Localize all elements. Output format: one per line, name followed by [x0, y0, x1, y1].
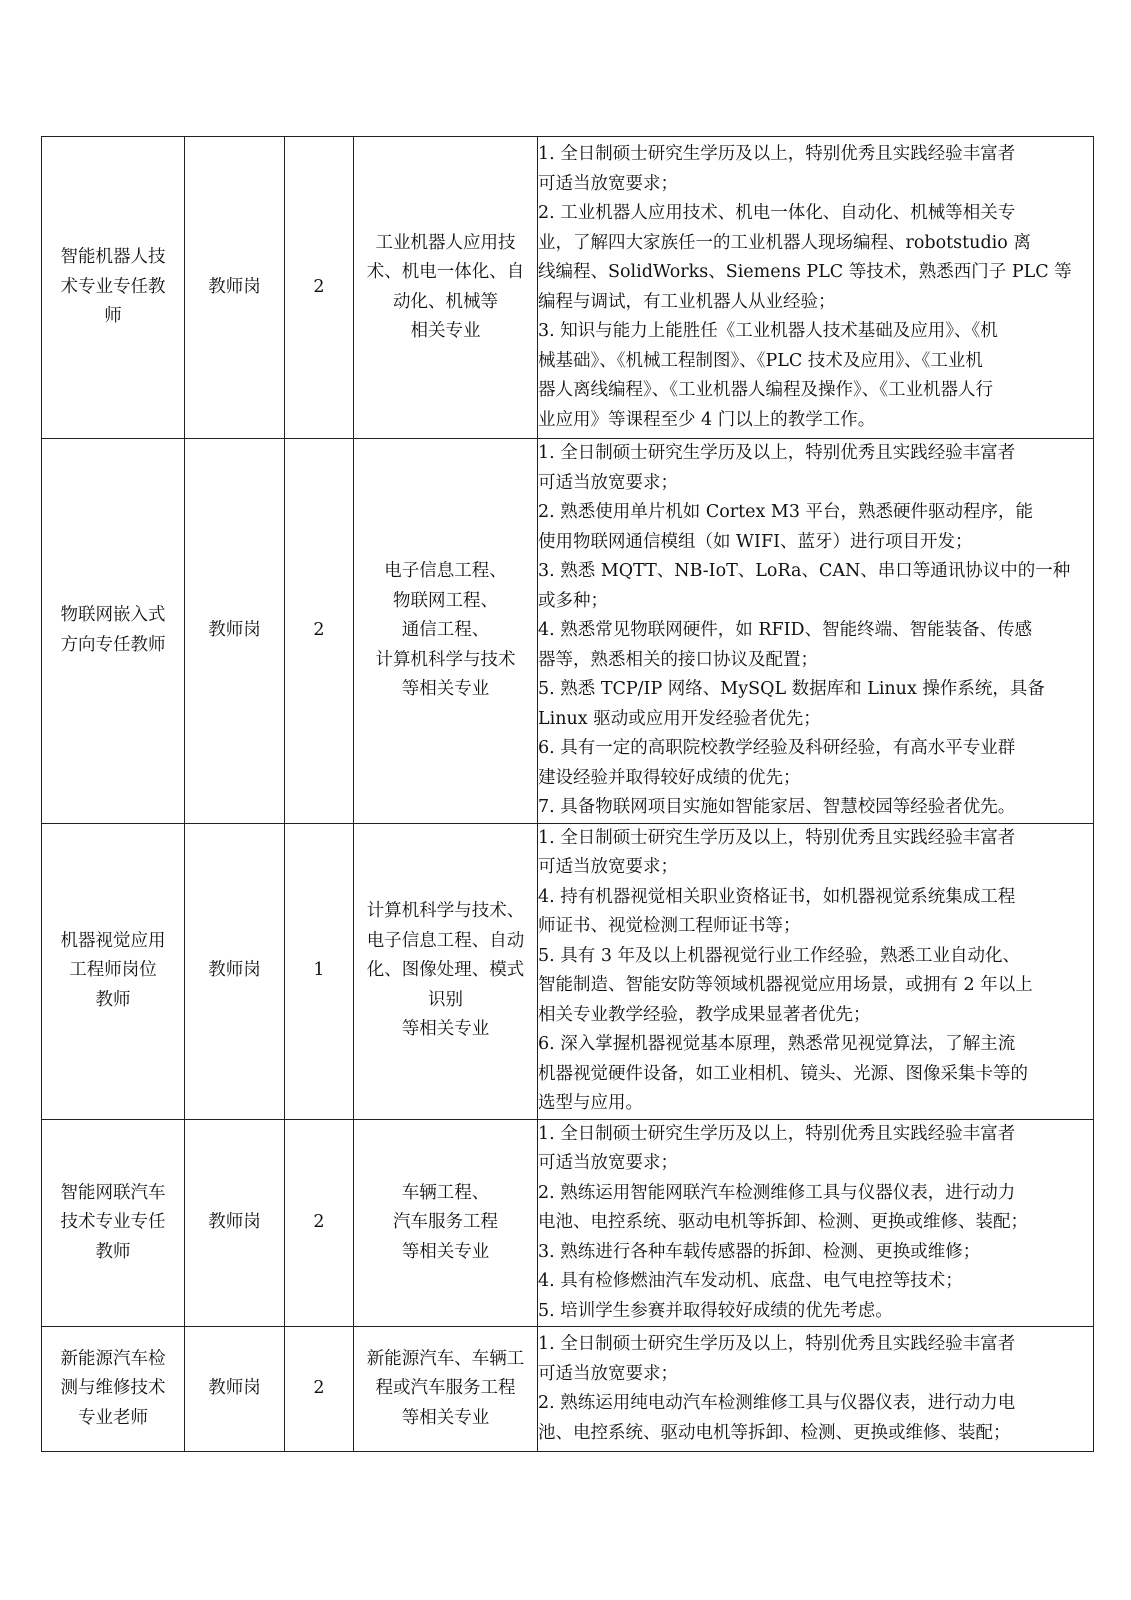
count-text: 2 — [313, 1378, 325, 1399]
position-line: 测与维修技术 — [60, 1378, 166, 1399]
category-text: 教师岗 — [208, 276, 261, 297]
category-text: 教师岗 — [208, 1212, 261, 1232]
count-text: 1 — [313, 960, 325, 981]
requirement-line: 5. 培训学生参赛并取得较好成绩的优先考虑。 — [538, 1300, 893, 1321]
requirement-line: 1. 全日制硕士研究生学历及以上，特别优秀且实践经验丰富者 — [538, 1334, 1016, 1354]
requirements-cell — [538, 823, 1094, 1119]
requirement-line: 6. 深入掌握机器视觉基本原理，熟悉常见视觉算法，了解主流 — [538, 1034, 1016, 1054]
requirement-line: 械基础》、《机械工程制图》、《PLC 技术及应用》、《工业机 — [538, 350, 983, 371]
table-row — [42, 823, 1094, 1119]
requirement-line: 可适当放宽要求； — [538, 472, 678, 493]
major-line: 物联网工程、 — [393, 590, 498, 611]
major-cell — [354, 137, 538, 439]
requirements-cell — [538, 1119, 1094, 1327]
table-row — [42, 1119, 1094, 1327]
major-line: 车辆工程、 — [401, 1182, 490, 1203]
major-line: 程或汽车服务工程 — [375, 1378, 516, 1399]
requirement-line: 器人离线编程》、《工业机器人编程及操作》、《工业机器人行 — [538, 380, 993, 400]
category-cell — [185, 1327, 285, 1452]
requirement-line: 2. 熟练运用智能网联汽车检测维修工具与仪器仪表，进行动力 — [538, 1182, 1016, 1203]
position-cell — [42, 823, 185, 1119]
position-line: 新能源汽车检 — [60, 1348, 166, 1369]
requirement-line: 线编程、SolidWorks、Siemens PLC 等技术，熟悉西门子 PLC 等 — [538, 262, 1072, 282]
major-cell — [354, 823, 538, 1119]
major-cell — [354, 1327, 538, 1452]
category-text: 教师岗 — [208, 620, 261, 640]
requirement-line: 4. 持有机器视觉相关职业资格证书，如机器视觉系统集成工程 — [538, 886, 1016, 907]
requirements-cell — [538, 439, 1094, 824]
category-cell — [185, 137, 285, 439]
requirement-line: 业，了解四大家族任一的工业机器人现场编程、robotstudio 离 — [538, 232, 1031, 253]
count-cell — [285, 1119, 354, 1327]
requirement-line: 使用物联网通信模组（如 WIFI、蓝牙）进行项目开发； — [538, 531, 973, 552]
requirement-line: 电池、电控系统、驱动电机等拆卸、检测、更换或维修、装配； — [538, 1212, 1028, 1232]
requirement-line: 选型与应用。 — [538, 1093, 643, 1113]
position-line: 方向专任教师 — [60, 634, 166, 655]
category-cell — [185, 439, 285, 824]
requirement-line: Linux 驱动或应用开发经验者优先； — [538, 708, 821, 729]
requirements-cell — [538, 137, 1094, 439]
requirement-line: 或多种； — [538, 590, 608, 611]
major-line: 电子信息工程、自动 — [366, 930, 525, 951]
major-cell — [354, 439, 538, 824]
table-row — [42, 439, 1094, 824]
requirement-line: 3. 知识与能力上能胜任《工业机器人技术基础及应用》、《机 — [538, 321, 998, 341]
position-line: 工程师岗位 — [69, 960, 157, 981]
recruitment-table — [41, 136, 1094, 1452]
major-line: 动化、机械等 — [393, 291, 498, 312]
count-cell — [285, 137, 354, 439]
major-line: 通信工程、 — [401, 620, 490, 640]
category-cell — [185, 823, 285, 1119]
table-body — [42, 137, 1094, 1452]
position-line: 专业老师 — [78, 1407, 148, 1428]
requirement-line: 5. 熟悉 TCP/IP 网络、MySQL 数据库和 Linux 操作系统，具备 — [538, 679, 1045, 699]
major-line: 等相关专业 — [401, 1407, 490, 1428]
position-line: 智能网联汽车 — [60, 1182, 166, 1203]
position-line: 术专业专任教 — [60, 276, 166, 297]
major-line: 等相关专业 — [401, 1241, 490, 1262]
major-line: 等相关专业 — [401, 679, 490, 699]
category-text: 教师岗 — [208, 960, 261, 981]
position-cell — [42, 1327, 185, 1452]
major-line: 计算机科学与技术 — [375, 649, 516, 670]
count-cell — [285, 823, 354, 1119]
requirement-line: 池、电控系统、驱动电机等拆卸、检测、更换或维修、装配； — [538, 1422, 1011, 1443]
requirement-line: 4. 具有检修燃油汽车发动机、底盘、电气电控等技术； — [538, 1271, 963, 1291]
requirement-line: 1. 全日制硕士研究生学历及以上，特别优秀且实践经验丰富者 — [538, 1123, 1016, 1144]
requirement-line: 业应用》等课程至少 4 门以上的教学工作。 — [538, 409, 876, 430]
major-line: 等相关专业 — [401, 1019, 490, 1040]
major-line: 电子信息工程、 — [384, 561, 507, 581]
requirement-line: 师证书、视觉检测工程师证书等； — [538, 916, 801, 936]
major-cell — [354, 1119, 538, 1327]
major-line: 汽车服务工程 — [393, 1212, 498, 1232]
requirement-line: 6. 具有一定的高职院校教学经验及科研经验，有高水平专业群 — [538, 738, 1016, 758]
table-row — [42, 1327, 1094, 1452]
requirement-line: 器等，熟悉相关的接口协议及配置； — [538, 649, 818, 670]
requirement-line: 可适当放宽要求； — [538, 1153, 678, 1173]
position-line: 机器视觉应用 — [60, 930, 166, 951]
position-cell — [42, 439, 185, 824]
requirement-line: 1. 全日制硕士研究生学历及以上，特别优秀且实践经验丰富者 — [538, 827, 1016, 848]
major-line: 化、图像处理、模式 — [366, 960, 525, 981]
position-cell — [42, 1119, 185, 1327]
requirement-line: 可适当放宽要求； — [538, 173, 678, 194]
requirement-line: 2. 熟练运用纯电动汽车检测维修工具与仪器仪表，进行动力电 — [538, 1393, 1016, 1413]
requirement-line: 编程与调试，有工业机器人从业经验； — [538, 291, 836, 312]
major-line: 识别 — [428, 989, 463, 1010]
position-line: 技术专业专任 — [60, 1212, 166, 1232]
requirement-line: 3. 熟练进行各种车载传感器的拆卸、检测、更换或维修； — [538, 1241, 981, 1262]
major-line: 新能源汽车、车辆工 — [366, 1348, 525, 1369]
requirements-cell — [538, 1327, 1094, 1452]
requirement-line: 相关专业教学经验，教学成果显著者优先； — [538, 1004, 871, 1025]
position-line: 师 — [104, 306, 122, 327]
requirement-line: 可适当放宽要求； — [538, 857, 678, 877]
category-text: 教师岗 — [208, 1378, 261, 1399]
requirement-line: 5. 具有 3 年及以上机器视觉行业工作经验，熟悉工业自动化、 — [538, 945, 1021, 966]
requirement-line: 1. 全日制硕士研究生学历及以上，特别优秀且实践经验丰富者 — [538, 443, 1016, 463]
major-line: 相关专业 — [410, 321, 481, 341]
requirement-line: 智能制造、智能安防等领域机器视觉应用场景，或拥有 2 年以上 — [538, 975, 1033, 995]
requirement-line: 3. 熟悉 MQTT、NB-IoT、LoRa、CAN、串口等通讯协议中的一种 — [538, 561, 1071, 581]
major-line: 术、机电一体化、自 — [366, 262, 525, 282]
requirement-line: 2. 熟悉使用单片机如 Cortex M3 平台，熟悉硬件驱动程序，能 — [538, 502, 1034, 522]
requirement-line: 4. 熟悉常见物联网硬件，如 RFID、智能终端、智能装备、传感 — [538, 620, 1033, 640]
count-cell — [285, 1327, 354, 1452]
requirement-line: 可适当放宽要求； — [538, 1363, 678, 1384]
position-line: 物联网嵌入式 — [60, 605, 166, 626]
requirement-line: 7. 具备物联网项目实施如智能家居、智慧校园等经验者优先。 — [538, 797, 1016, 817]
position-line: 教师 — [95, 1241, 131, 1262]
position-line: 智能机器人技 — [60, 247, 166, 268]
requirement-line: 机器视觉硬件设备，如工业相机、镜头、光源、图像采集卡等的 — [538, 1063, 1028, 1084]
count-text: 2 — [313, 1212, 325, 1232]
requirement-line: 建设经验并取得较好成绩的优先； — [538, 767, 801, 788]
count-text: 2 — [313, 620, 325, 640]
position-line: 教师 — [95, 989, 131, 1010]
position-cell — [42, 137, 185, 439]
major-line: 工业机器人应用技 — [375, 232, 516, 253]
count-cell — [285, 439, 354, 824]
category-cell — [185, 1119, 285, 1327]
major-line: 计算机科学与技术、 — [366, 901, 525, 922]
table-row — [42, 137, 1094, 439]
requirement-line: 2. 工业机器人应用技术、机电一体化、自动化、机械等相关专 — [538, 203, 1016, 223]
count-text: 2 — [313, 276, 325, 297]
requirement-line: 1. 全日制硕士研究生学历及以上，特别优秀且实践经验丰富者 — [538, 144, 1016, 164]
